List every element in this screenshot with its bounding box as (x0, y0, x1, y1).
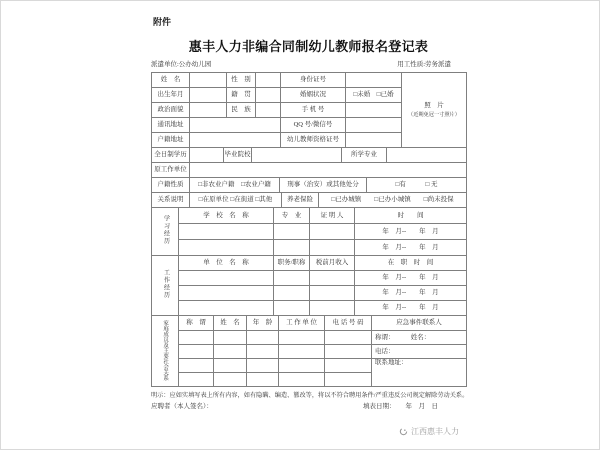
marital-status-checkboxes: □未婚 □已婚 (346, 88, 402, 103)
employment-nature-label: 用工性质:劳务派遣 (397, 61, 451, 68)
work-experience-section (151, 255, 467, 316)
page-title: 惠丰人力非编合同制幼儿教师报名登记表 (188, 39, 429, 54)
work-row (152, 271, 467, 286)
study-row (152, 240, 467, 256)
family-workunit-cell (279, 331, 325, 345)
gender-value-cell (256, 73, 281, 88)
household-address-label: 户籍地址 (152, 133, 190, 148)
study-time-header: 时 间 (355, 208, 467, 224)
gender-label: 性 别 (227, 73, 256, 88)
work-position-cell (274, 286, 310, 301)
photo-label: 照 片 (424, 101, 444, 109)
family-phone-cell (325, 373, 372, 387)
study-major-cell (274, 224, 310, 240)
education-row (151, 147, 467, 163)
major-label: 所学专业 (342, 148, 387, 163)
study-experience-section (151, 207, 467, 256)
mailing-address-label: 通讯地址 (152, 118, 190, 133)
study-reference-cell (310, 240, 355, 256)
work-section-label: 工作经历 (152, 256, 179, 316)
dispatch-unit-label: 派遣单位:公办幼儿园 (151, 61, 212, 68)
family-phone-cell (325, 345, 372, 359)
work-tenure-header: 在 职 时 间 (355, 256, 467, 271)
work-unit-cell (179, 301, 274, 316)
family-section-label: 家庭成员及主要社会关系 (152, 316, 179, 387)
family-workunit-cell (279, 345, 325, 359)
college-label: 毕业院校 (224, 148, 252, 163)
household-type-row (151, 177, 467, 193)
brand-watermark (399, 426, 459, 437)
study-row (152, 224, 467, 240)
criminal-record-checkboxes: □有 □ 无 (367, 178, 467, 193)
declaration-note: 明示：应如实填写表上所有内容，如有隐瞒、编造、篡改等，将以不符合聘用条件/严重违反公司规定解除劳动关系。 (151, 392, 469, 399)
fill-date-placeholder: 年 月 日 (405, 403, 438, 410)
work-income-cell (310, 286, 355, 301)
ethnicity-label: 民 族 (227, 103, 256, 118)
attachment-label: 附件 (153, 17, 172, 27)
family-age-cell (247, 359, 279, 373)
study-period-cell: 年 月-- 年 月 (355, 224, 467, 240)
work-period-cell: 年 月-- 年 月 (355, 301, 467, 316)
id-number-value-cell (346, 73, 402, 88)
brand-name: 江西惠丰人力 (411, 427, 459, 436)
household-type-label: 户籍性质 (152, 178, 190, 193)
birth-value-cell (190, 88, 227, 103)
work-income-header: 税前月收入 (310, 256, 355, 271)
birth-label: 出生年月 (152, 88, 190, 103)
relation-label: 关系说明 (152, 193, 190, 208)
work-period-cell: 年 月-- 年 月 (355, 271, 467, 286)
personal-info-section (151, 72, 467, 148)
family-age-header: 年 龄 (247, 316, 279, 331)
work-row (152, 286, 467, 301)
work-position-header: 职务/职称 (274, 256, 310, 271)
household-type-checkboxes: □非农业户籍 □农业户籍 (190, 178, 280, 193)
mailing-address-value-cell (190, 118, 281, 133)
applicant-signature-label: 应聘者（本人签名）： (151, 403, 213, 410)
pension-checkboxes: □已办城镇 □已办小城镇 □尚未投保 (319, 193, 467, 208)
photo-note: （近期免冠一寸照片） (408, 112, 460, 119)
college-value-cell (252, 148, 342, 163)
mobile-label: 手 机 号 (281, 103, 346, 118)
former-employer-value-cell (190, 163, 467, 178)
fulltime-education-label: 全日制学历 (152, 148, 190, 163)
major-value-cell (387, 148, 467, 163)
family-name-cell (214, 373, 247, 387)
work-unit-cell (179, 286, 274, 301)
family-title-cell (179, 373, 214, 387)
study-reference-cell (310, 224, 355, 240)
emergency-contact-header: 应急事件联系人 (372, 316, 467, 331)
teacher-cert-value-cell (346, 133, 402, 148)
work-income-cell (310, 271, 355, 286)
political-status-label: 政治面貌 (152, 103, 190, 118)
family-name-cell (214, 359, 247, 373)
family-name-cell (214, 345, 247, 359)
id-number-label: 身份证号 (281, 73, 346, 88)
family-title-cell (179, 345, 214, 359)
fill-date (363, 401, 438, 410)
study-school-cell (179, 240, 274, 256)
study-school-cell (179, 224, 274, 240)
teacher-cert-label: 幼儿教师资格证号 (281, 133, 346, 148)
family-workunit-cell (279, 373, 325, 387)
family-row (152, 359, 467, 373)
fulltime-education-value-cell (190, 148, 224, 163)
family-row (152, 331, 467, 345)
household-address-value-cell (190, 133, 281, 148)
work-position-cell (274, 301, 310, 316)
family-title-header: 称 谓 (179, 316, 214, 331)
criminal-record-label: 刑事（治安）或其他处分 (280, 178, 367, 193)
photo-box (402, 73, 467, 148)
work-row (152, 301, 467, 316)
work-period-cell: 年 月-- 年 月 (355, 286, 467, 301)
emergency-title-name-cell: 称谓： 姓名： (372, 331, 467, 345)
family-name-cell (214, 331, 247, 345)
brand-logo-icon (399, 427, 408, 436)
qq-wechat-label: QQ 号/微信号 (281, 118, 346, 133)
family-row (152, 345, 467, 359)
work-position-cell (274, 271, 310, 286)
family-phone-cell (325, 359, 372, 373)
family-title-cell (179, 359, 214, 373)
family-age-cell (247, 345, 279, 359)
native-place-label: 籍 贯 (227, 88, 256, 103)
fill-date-label: 填表日期： (363, 403, 396, 410)
ethnicity-value-cell (256, 103, 281, 118)
relation-pension-row (151, 192, 467, 208)
work-income-cell (310, 301, 355, 316)
family-phone-cell (325, 331, 372, 345)
study-section-label: 学习经历 (152, 208, 179, 256)
name-value-cell (190, 73, 227, 88)
political-status-value-cell (190, 103, 227, 118)
qq-wechat-value-cell (346, 118, 402, 133)
emergency-address-cell: 联系地址： (372, 359, 467, 387)
study-reference-header: 证 明 人 (310, 208, 355, 224)
study-major-header: 专 业 (274, 208, 310, 224)
family-age-cell (247, 331, 279, 345)
family-workunit-cell (279, 359, 325, 373)
emergency-phone-cell: 电话： (372, 345, 467, 359)
marital-status-label: 婚姻状况 (281, 88, 346, 103)
family-phone-header: 电 话 号 码 (325, 316, 372, 331)
relation-checkboxes: □在原单位 □在街道 □其他 (190, 193, 282, 208)
former-employer-label: 原工作单位 (152, 163, 190, 178)
study-school-header: 学 校 名 称 (179, 208, 274, 224)
native-place-value-cell (256, 88, 281, 103)
family-workunit-header: 工 作 单 位 (279, 316, 325, 331)
pension-label: 养老保险 (282, 193, 319, 208)
signature-row (151, 401, 466, 410)
work-unit-cell (179, 271, 274, 286)
family-title-cell (179, 331, 214, 345)
family-name-header: 姓 名 (214, 316, 247, 331)
registration-form-table (151, 72, 466, 387)
form-subheader (151, 59, 466, 68)
work-unit-header: 单 位 名 称 (179, 256, 274, 271)
family-age-cell (247, 373, 279, 387)
study-period-cell: 年 月-- 年 月 (355, 240, 467, 256)
mobile-value-cell (346, 103, 402, 118)
family-section (151, 315, 467, 387)
former-employer-row (151, 162, 467, 178)
study-major-cell (274, 240, 310, 256)
name-label: 姓 名 (152, 73, 190, 88)
